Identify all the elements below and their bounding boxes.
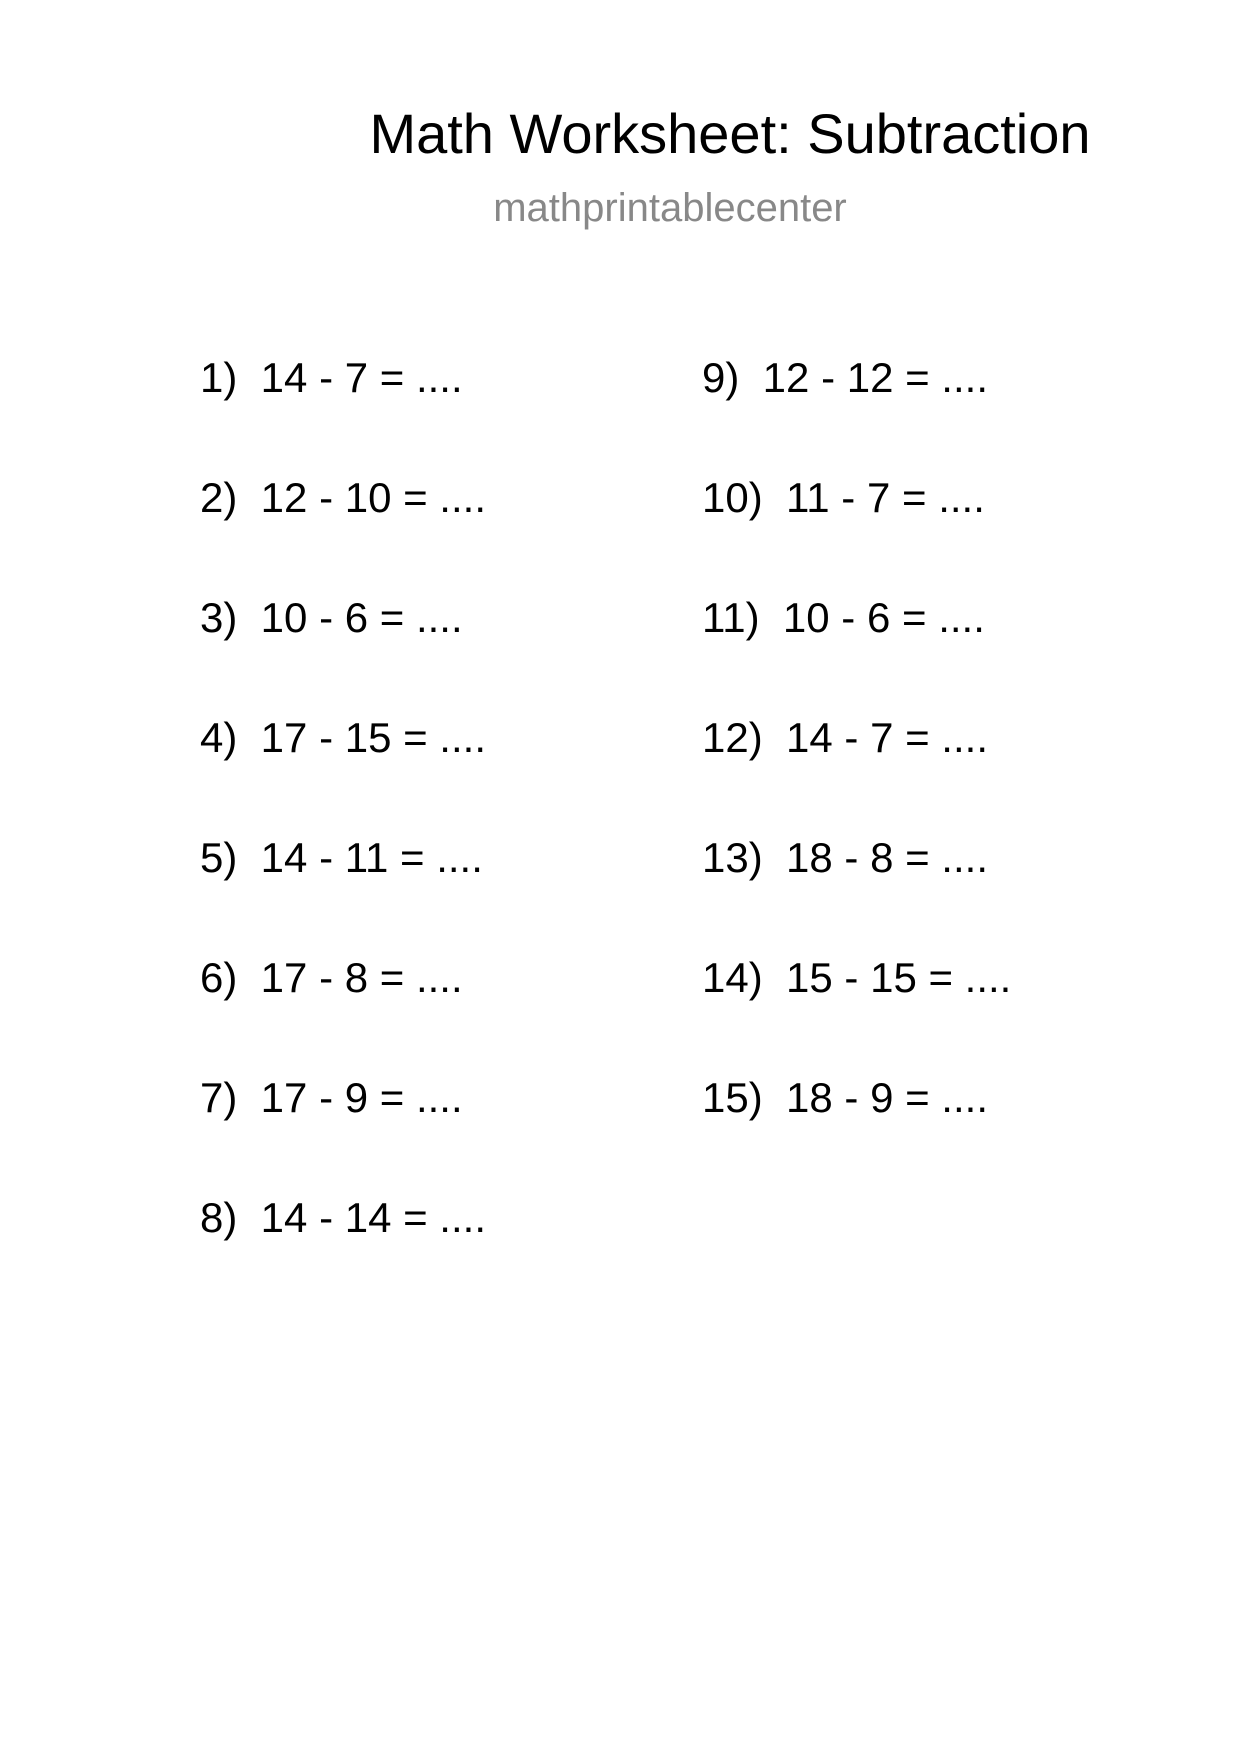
problem-item: 3) 10 - 6 = .... (200, 594, 463, 641)
problem-item: 14) 15 - 15 = .... (702, 954, 1012, 1001)
problem-item: 15) 18 - 9 = .... (702, 1074, 988, 1121)
problem-item: 2) 12 - 10 = .... (200, 474, 486, 521)
problem-item: 1) 14 - 7 = .... (200, 354, 463, 401)
problem-item: 13) 18 - 8 = .... (702, 834, 988, 881)
problem-item: 7) 17 - 9 = .... (200, 1074, 463, 1121)
problem-item: 5) 14 - 11 = .... (200, 834, 483, 881)
problem-item: 8) 14 - 14 = .... (200, 1194, 486, 1241)
problem-item: 11) 10 - 6 = .... (702, 594, 985, 641)
problems-right-column (702, 348, 1122, 1188)
problem-item: 4) 17 - 15 = .... (200, 714, 486, 761)
worksheet-title: Math Worksheet: Subtraction (369, 102, 1091, 165)
worksheet-subtitle: mathprintablecenter (493, 186, 847, 230)
problem-item: 9) 12 - 12 = .... (702, 354, 988, 401)
problem-item: 6) 17 - 8 = .... (200, 954, 463, 1001)
problem-item: 12) 14 - 7 = .... (702, 714, 988, 761)
problems-left-column (200, 348, 620, 1308)
problem-item: 10) 11 - 7 = .... (702, 474, 985, 521)
